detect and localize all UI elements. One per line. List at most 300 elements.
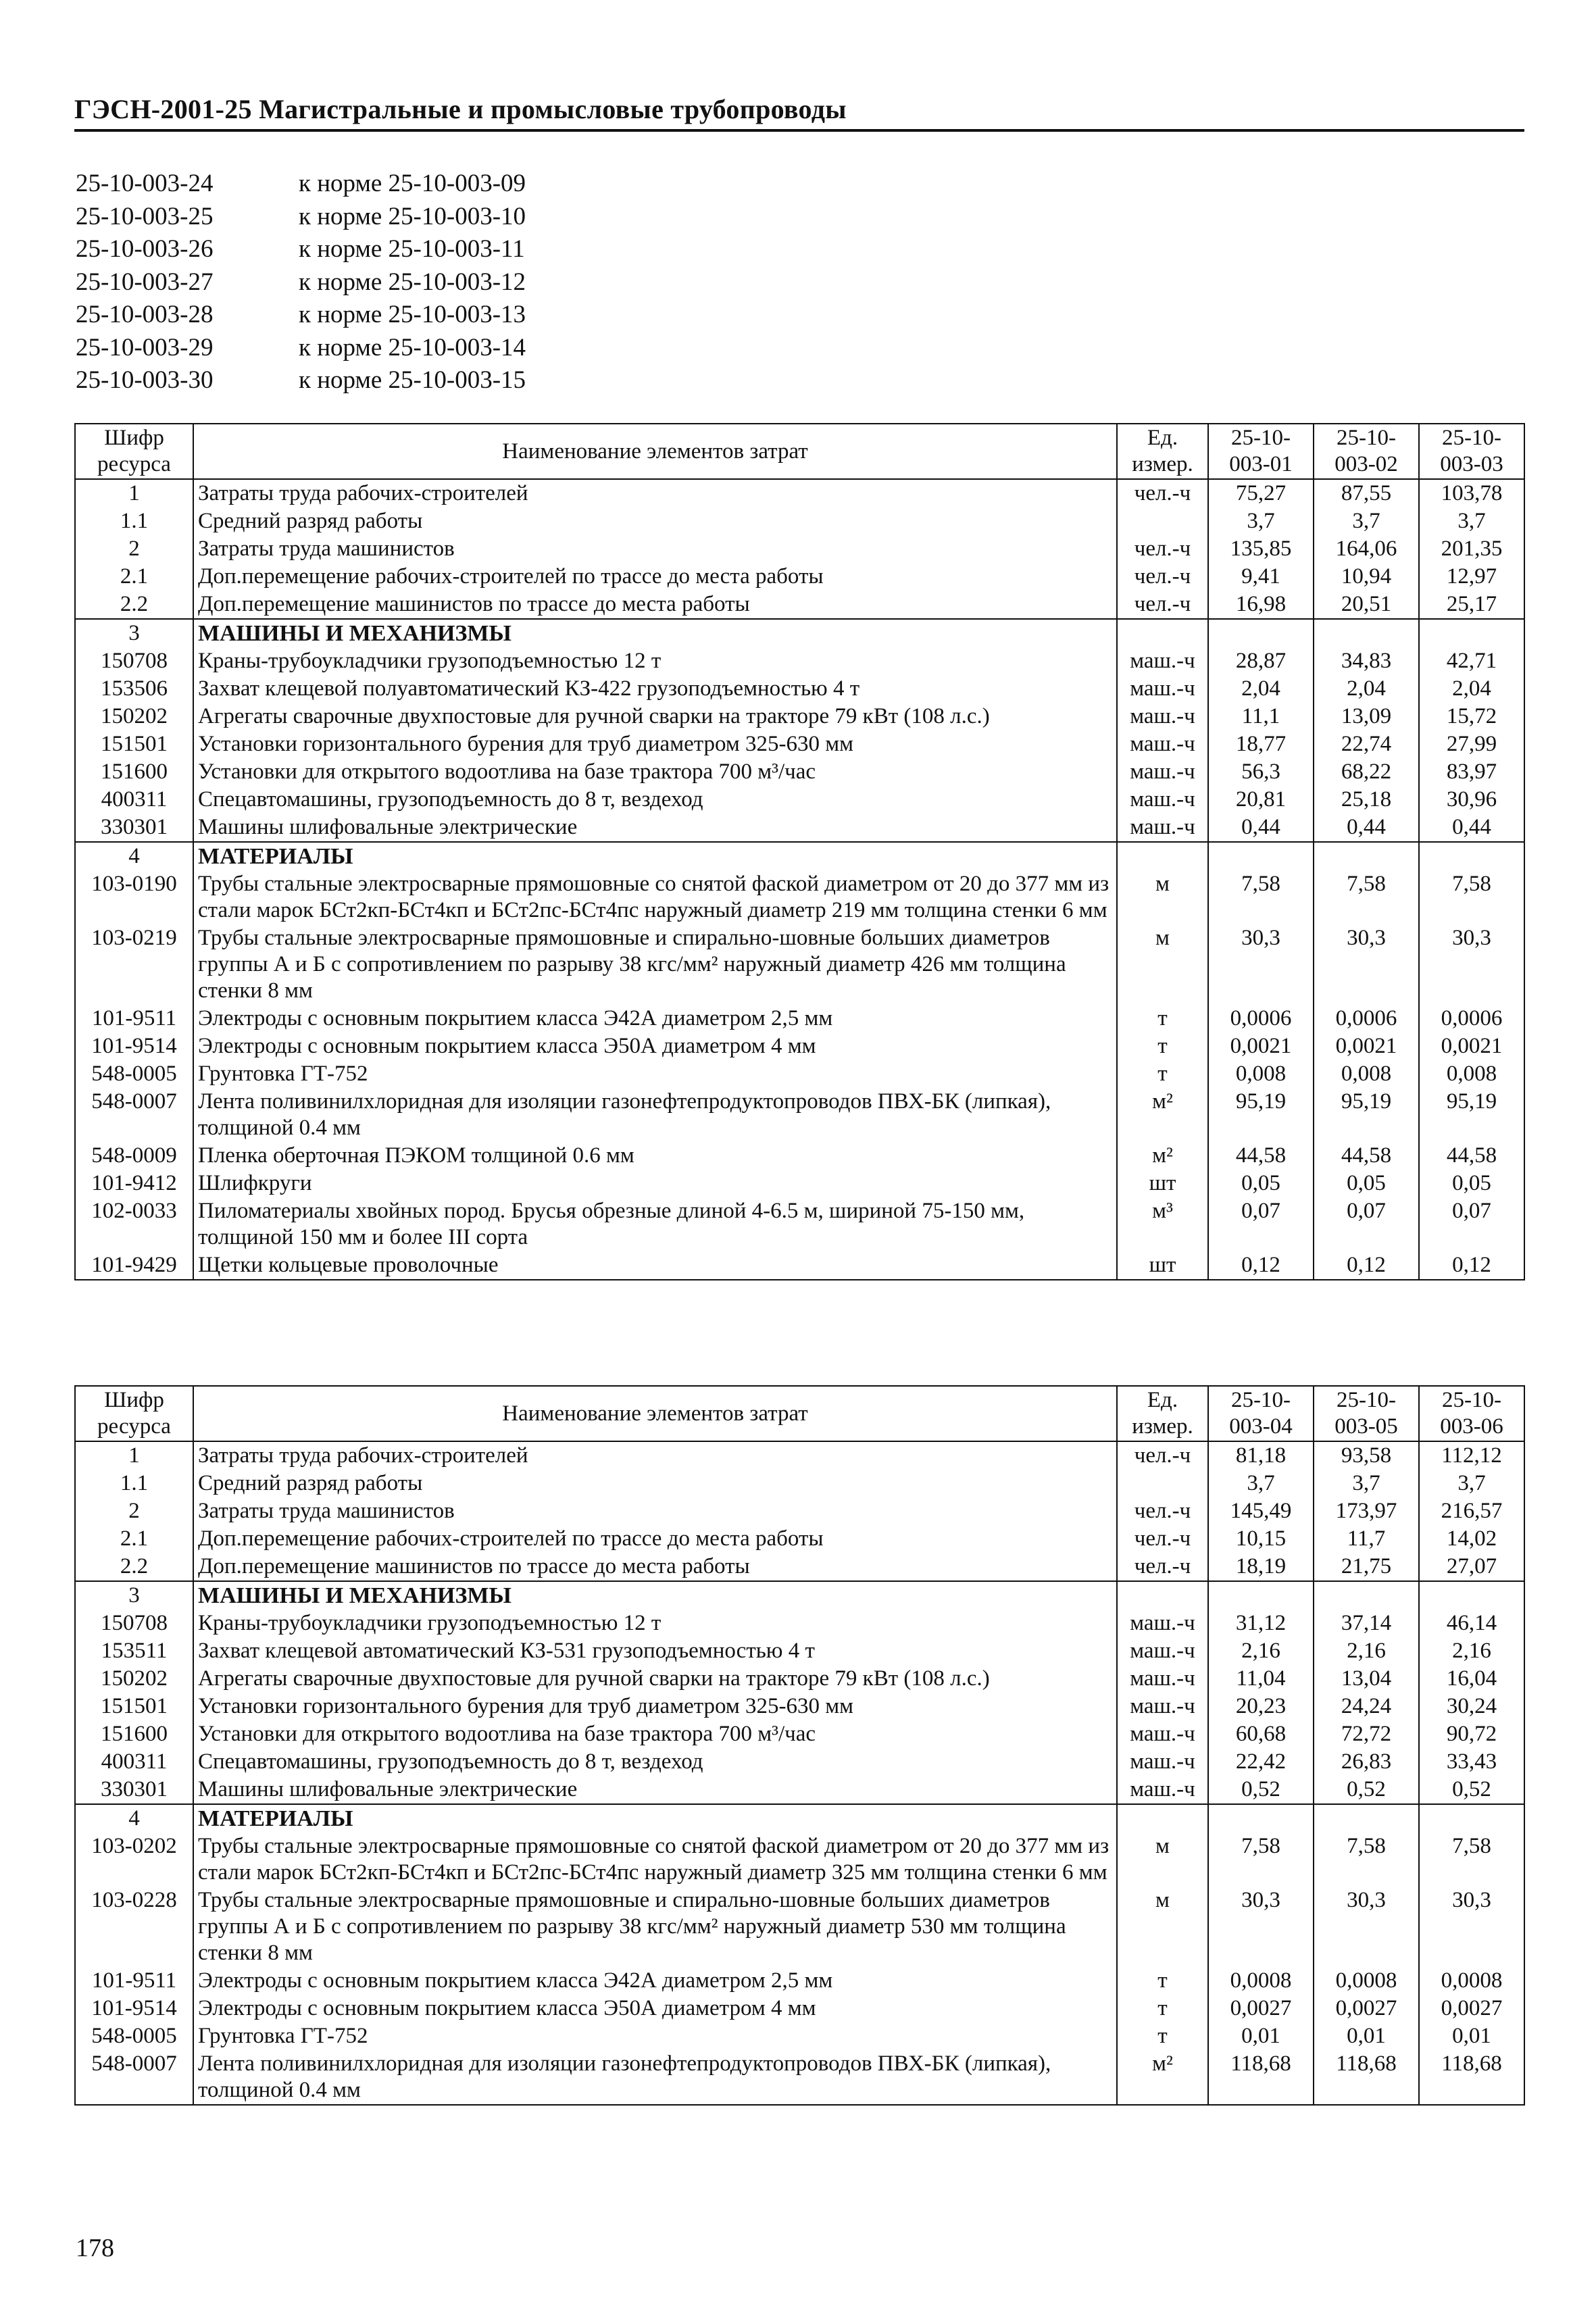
table-row: [75, 1525, 1524, 1553]
norm-value: 0,01: [1419, 2022, 1524, 2050]
resource-code: 153506: [75, 675, 193, 703]
norm-value: 25,18: [1314, 786, 1419, 814]
norm-value: 95,19: [1314, 1088, 1419, 1142]
cost-element-name: Лента поливинилхлоридная для изоляции газонефтепродуктопроводов ПВХ-БК (липкая), толщиной 0.4 мм: [193, 2050, 1117, 2105]
reference-code: 25-10-003-30: [76, 366, 214, 394]
norm-value: 95,19: [1419, 1088, 1524, 1142]
unit-of-measure: маш.-ч: [1117, 647, 1208, 675]
norm-value: 30,3: [1314, 1887, 1419, 1967]
norm-value: 164,06: [1314, 535, 1419, 563]
unit-of-measure: маш.-ч: [1117, 1693, 1208, 1720]
cost-element-name: Краны-трубоукладчики грузоподъемностью 12 т: [193, 647, 1117, 675]
norm-value: 46,14: [1419, 1610, 1524, 1637]
norm-value: 7,58: [1419, 1833, 1524, 1887]
unit-of-measure: маш.-ч: [1117, 1637, 1208, 1665]
norm-value: 0,44: [1208, 814, 1314, 842]
table-row: [75, 591, 1524, 619]
resource-code: 3: [75, 619, 193, 647]
table-header-row: [75, 424, 1524, 479]
cost-element-name: Электроды с основным покрытием класса Э50А диаметром 4 мм: [193, 1995, 1117, 2022]
table-row: [75, 1833, 1524, 1887]
cost-element-name: Установки для открытого водоотлива на базе трактора 700 м³/час: [193, 1720, 1117, 1748]
unit-of-measure: т: [1117, 1060, 1208, 1088]
cost-element-name: Электроды с основным покрытием класса Э50А диаметром 4 мм: [193, 1032, 1117, 1060]
norm-value: 0,0021: [1419, 1032, 1524, 1060]
table-row: [75, 2022, 1524, 2050]
cost-element-name: Трубы стальные электросварные прямошовные со снятой фаской диаметром от 20 до 377 мм из стали марок БСт2кп-БСт4кп и БСт2пс-БСт4пс наружный диаметр 219 мм толщина стенки 6 мм: [193, 870, 1117, 924]
reference-text: к норме 25-10-003-11: [299, 235, 525, 263]
cost-element-name: МАТЕРИАЛЫ: [193, 1804, 1117, 1833]
unit-of-measure: маш.-ч: [1117, 786, 1208, 814]
norm-value: 27,99: [1419, 730, 1524, 758]
page-header: [74, 93, 1524, 132]
table-row: [75, 1553, 1524, 1581]
unit-of-measure: т: [1117, 1005, 1208, 1032]
norm-value: 0,12: [1208, 1251, 1314, 1280]
cost-element-name: Доп.перемещение машинистов по трассе до места работы: [193, 1553, 1117, 1581]
norm-value: 2,04: [1208, 675, 1314, 703]
section-row: [75, 842, 1524, 870]
reference-row: [76, 266, 526, 299]
norm-value: 26,83: [1314, 1748, 1419, 1776]
cost-element-name: Трубы стальные электросварные прямошовные и спирально-шовные больших диаметров группы А и Б с сопротивлением по разрыву 38 кгс/мм² наружный диаметр 426 мм толщина стенки 8 мм: [193, 924, 1117, 1005]
norm-value: 173,97: [1314, 1497, 1419, 1525]
table-row: [75, 1720, 1524, 1748]
table-row: [75, 1637, 1524, 1665]
table-row: [75, 924, 1524, 1005]
unit-of-measure: маш.-ч: [1117, 703, 1208, 730]
section-row: [75, 1581, 1524, 1610]
norm-value: 0,0027: [1314, 1995, 1419, 2022]
norm-value: 13,09: [1314, 703, 1419, 730]
cost-element-name: Пленка оберточная ПЭКОМ толщиной 0.6 мм: [193, 1142, 1117, 1170]
norm-value: 0,07: [1314, 1197, 1419, 1251]
header-col-2: 25-10-003-02: [1314, 424, 1419, 479]
resource-code: 548-0005: [75, 1060, 193, 1088]
cost-element-name: Средний разряд работы: [193, 1470, 1117, 1497]
table-row: [75, 1170, 1524, 1197]
norm-value: 56,3: [1208, 758, 1314, 786]
norm-value: [1419, 1581, 1524, 1610]
cost-element-name: МАШИНЫ И МЕХАНИЗМЫ: [193, 1581, 1117, 1610]
norm-value: 81,18: [1208, 1441, 1314, 1470]
unit-of-measure: т: [1117, 1967, 1208, 1995]
table-row: [75, 870, 1524, 924]
unit-of-measure: маш.-ч: [1117, 675, 1208, 703]
cost-element-name: Грунтовка ГТ-752: [193, 2022, 1117, 2050]
norm-value: [1419, 842, 1524, 870]
norm-value: 44,58: [1314, 1142, 1419, 1170]
norm-value: 0,44: [1314, 814, 1419, 842]
norm-value: 22,42: [1208, 1748, 1314, 1776]
norm-value: 30,3: [1314, 924, 1419, 1005]
norm-value: 3,7: [1208, 1470, 1314, 1497]
table-row: [75, 786, 1524, 814]
norm-value: 135,85: [1208, 535, 1314, 563]
norm-value: 20,81: [1208, 786, 1314, 814]
header-col-1: 25-10-003-01: [1208, 424, 1314, 479]
norm-value: 11,7: [1314, 1525, 1419, 1553]
cost-element-name: Пиломатериалы хвойных пород. Брусья обрезные длиной 4-6.5 м, шириной 75-150 мм, толщиной 150 мм и более III сорта: [193, 1197, 1117, 1251]
reference-row: [76, 168, 526, 201]
norm-value: 31,12: [1208, 1610, 1314, 1637]
norm-value: 12,97: [1419, 563, 1524, 591]
unit-of-measure: [1117, 1804, 1208, 1833]
norm-value: [1419, 619, 1524, 647]
norm-value: 3,7: [1419, 1470, 1524, 1497]
norm-value: 0,44: [1419, 814, 1524, 842]
norm-value: 95,19: [1208, 1088, 1314, 1142]
norm-value: 72,72: [1314, 1720, 1419, 1748]
cost-element-name: Средний разряд работы: [193, 507, 1117, 535]
norm-value: 30,3: [1208, 924, 1314, 1005]
table-row: [75, 563, 1524, 591]
resource-code: 1: [75, 479, 193, 507]
cost-element-name: Агрегаты сварочные двухпостовые для ручной сварки на тракторе 79 кВт (108 л.с.): [193, 703, 1117, 730]
cost-element-name: Доп.перемещение машинистов по трассе до места работы: [193, 591, 1117, 619]
norm-value: 0,008: [1419, 1060, 1524, 1088]
unit-of-measure: [1117, 842, 1208, 870]
norm-value: [1314, 619, 1419, 647]
header-col-1: 25-10-003-04: [1208, 1386, 1314, 1441]
unit-of-measure: маш.-ч: [1117, 1776, 1208, 1804]
cost-element-name: Трубы стальные электросварные прямошовные и спирально-шовные больших диаметров группы А и Б с сопротивлением по разрыву 38 кгс/мм² наружный диаметр 530 мм толщина стенки 8 мм: [193, 1887, 1117, 1967]
unit-of-measure: м: [1117, 924, 1208, 1005]
table-row: [75, 1776, 1524, 1804]
resource-code: 1: [75, 1441, 193, 1470]
table-row: [75, 703, 1524, 730]
resource-code: 3: [75, 1581, 193, 1610]
norm-value: 18,19: [1208, 1553, 1314, 1581]
table-row: [75, 814, 1524, 842]
reference-text: к норме 25-10-003-14: [299, 333, 526, 362]
page-title: ГЭСН-2001-25 Магистральные и промысловые трубопроводы: [74, 94, 847, 124]
unit-of-measure: т: [1117, 1032, 1208, 1060]
norm-value: 0,07: [1419, 1197, 1524, 1251]
norm-value: 103,78: [1419, 479, 1524, 507]
unit-of-measure: маш.-ч: [1117, 758, 1208, 786]
unit-of-measure: маш.-ч: [1117, 1748, 1208, 1776]
cost-element-name: Спецавтомашины, грузоподъемность до 8 т, вездеход: [193, 786, 1117, 814]
table-row: [75, 1470, 1524, 1497]
unit-of-measure: маш.-ч: [1117, 1720, 1208, 1748]
cost-element-name: Затраты труда машинистов: [193, 1497, 1117, 1525]
cost-element-name: Машины шлифовальные электрические: [193, 1776, 1117, 1804]
header-name: Наименование элементов затрат: [193, 424, 1117, 479]
norm-value: [1208, 619, 1314, 647]
norm-value: 2,16: [1419, 1637, 1524, 1665]
unit-of-measure: чел.-ч: [1117, 591, 1208, 619]
norm-value: 0,0027: [1419, 1995, 1524, 2022]
resource-code: 102-0033: [75, 1197, 193, 1251]
header-unit: Ед. измер.: [1117, 1386, 1208, 1441]
reference-row: [76, 332, 526, 365]
table-row: [75, 1197, 1524, 1251]
norm-value: 87,55: [1314, 479, 1419, 507]
resource-code: 151501: [75, 1693, 193, 1720]
norm-value: [1208, 1804, 1314, 1833]
norm-value: 90,72: [1419, 1720, 1524, 1748]
norm-value: 7,58: [1314, 1833, 1419, 1887]
resource-code: 151600: [75, 1720, 193, 1748]
norm-value: 216,57: [1419, 1497, 1524, 1525]
table-row: [75, 1995, 1524, 2022]
reference-text: к норме 25-10-003-12: [299, 268, 526, 296]
table-row: [75, 535, 1524, 563]
cost-element-name: Щетки кольцевые проволочные: [193, 1251, 1117, 1280]
resource-code: 101-9514: [75, 1032, 193, 1060]
norm-value: 83,97: [1419, 758, 1524, 786]
resource-code: 103-0190: [75, 870, 193, 924]
resource-code: 548-0007: [75, 2050, 193, 2105]
table-row: [75, 1967, 1524, 1995]
reference-row: [76, 233, 526, 266]
resource-code: 2.2: [75, 591, 193, 619]
norm-value: 9,41: [1208, 563, 1314, 591]
resource-code: 101-9429: [75, 1251, 193, 1280]
norm-value: 0,0006: [1314, 1005, 1419, 1032]
resource-code: 548-0009: [75, 1142, 193, 1170]
unit-of-measure: т: [1117, 1995, 1208, 2022]
norm-value: 0,0021: [1314, 1032, 1419, 1060]
resource-code: 101-9412: [75, 1170, 193, 1197]
resource-code: 101-9514: [75, 1995, 193, 2022]
resource-code: 2: [75, 1497, 193, 1525]
norm-value: 145,49: [1208, 1497, 1314, 1525]
table-row: [75, 1693, 1524, 1720]
cost-element-name: Грунтовка ГТ-752: [193, 1060, 1117, 1088]
unit-of-measure: м³: [1117, 1197, 1208, 1251]
resource-code: 330301: [75, 814, 193, 842]
norm-value: 13,04: [1314, 1665, 1419, 1693]
resource-code: 150708: [75, 647, 193, 675]
cost-element-name: Захват клещевой автоматический КЗ-531 грузоподъемностью 4 т: [193, 1637, 1117, 1665]
norm-value: 34,83: [1314, 647, 1419, 675]
table-row: [75, 1887, 1524, 1967]
norm-value: 0,008: [1314, 1060, 1419, 1088]
unit-of-measure: м²: [1117, 2050, 1208, 2105]
unit-of-measure: чел.-ч: [1117, 1441, 1208, 1470]
unit-of-measure: маш.-ч: [1117, 1610, 1208, 1637]
reference-code: 25-10-003-28: [76, 301, 214, 328]
norm-value: 75,27: [1208, 479, 1314, 507]
reference-code: 25-10-003-24: [76, 170, 214, 197]
norm-value: 118,68: [1314, 2050, 1419, 2105]
norm-value: 30,96: [1419, 786, 1524, 814]
cost-element-name: Установки горизонтального бурения для труб диаметром 325-630 мм: [193, 730, 1117, 758]
unit-of-measure: м: [1117, 1887, 1208, 1967]
norm-value: 0,0027: [1208, 1995, 1314, 2022]
resource-code: 548-0007: [75, 1088, 193, 1142]
norm-value: 11,1: [1208, 703, 1314, 730]
table-row: [75, 1142, 1524, 1170]
unit-of-measure: чел.-ч: [1117, 563, 1208, 591]
resource-code: 400311: [75, 786, 193, 814]
resource-code: 400311: [75, 1748, 193, 1776]
cost-element-name: Спецавтомашины, грузоподъемность до 8 т, вездеход: [193, 1748, 1117, 1776]
cost-element-name: Затраты труда рабочих-строителей: [193, 1441, 1117, 1470]
norm-value: 3,7: [1314, 507, 1419, 535]
unit-of-measure: [1117, 1581, 1208, 1610]
norm-value: 14,02: [1419, 1525, 1524, 1553]
page-number: 178: [76, 2234, 114, 2262]
table-row: [75, 758, 1524, 786]
header-unit: Ед. измер.: [1117, 424, 1208, 479]
reference-code: 25-10-003-26: [76, 235, 214, 263]
norm-value: [1314, 842, 1419, 870]
resource-code: 150708: [75, 1610, 193, 1637]
norm-value: 3,7: [1419, 507, 1524, 535]
reference-row: [76, 364, 526, 397]
cost-element-name: Затраты труда машинистов: [193, 535, 1117, 563]
norm-value: 0,01: [1314, 2022, 1419, 2050]
unit-of-measure: чел.-ч: [1117, 1553, 1208, 1581]
unit-of-measure: чел.-ч: [1117, 1497, 1208, 1525]
norm-value: 7,58: [1208, 1833, 1314, 1887]
norm-value: 21,75: [1314, 1553, 1419, 1581]
norm-value: 118,68: [1208, 2050, 1314, 2105]
reference-text: к норме 25-10-003-09: [299, 170, 526, 197]
norm-value: 112,12: [1419, 1441, 1524, 1470]
norm-value: 11,04: [1208, 1665, 1314, 1693]
norm-value: 0,0006: [1208, 1005, 1314, 1032]
norm-value: 0,12: [1419, 1251, 1524, 1280]
norm-value: 33,43: [1419, 1748, 1524, 1776]
reference-row: [76, 201, 526, 234]
cost-element-name: Машины шлифовальные электрические: [193, 814, 1117, 842]
cost-element-name: Трубы стальные электросварные прямошовные со снятой фаской диаметром от 20 до 377 мм из стали марок БСт2кп-БСт4кп и БСт2пс-БСт4пс наружный диаметр 325 мм толщина стенки 6 мм: [193, 1833, 1117, 1887]
unit-of-measure: чел.-ч: [1117, 479, 1208, 507]
cost-element-name: Установки для открытого водоотлива на базе трактора 700 м³/час: [193, 758, 1117, 786]
cost-element-name: Электроды с основным покрытием класса Э42А диаметром 2,5 мм: [193, 1967, 1117, 1995]
norm-value: 0,01: [1208, 2022, 1314, 2050]
norm-value: 7,58: [1208, 870, 1314, 924]
resource-code: 103-0219: [75, 924, 193, 1005]
unit-of-measure: [1117, 1470, 1208, 1497]
table-row: [75, 2050, 1524, 2105]
norm-value: 0,52: [1419, 1776, 1524, 1804]
reference-text: к норме 25-10-003-13: [299, 301, 526, 328]
header-code: Шифр ресурса: [75, 1386, 193, 1441]
norm-value: 10,94: [1314, 563, 1419, 591]
cost-element-name: МАШИНЫ И МЕХАНИЗМЫ: [193, 619, 1117, 647]
norm-value: 44,58: [1208, 1142, 1314, 1170]
section-row: [75, 1804, 1524, 1833]
norm-value: 2,16: [1314, 1637, 1419, 1665]
cost-element-name: Доп.перемещение рабочих-строителей по трассе до места работы: [193, 563, 1117, 591]
table-row: [75, 647, 1524, 675]
cost-element-name: Лента поливинилхлоридная для изоляции газонефтепродуктопроводов ПВХ-БК (липкая), толщиной 0.4 мм: [193, 1088, 1117, 1142]
cost-element-name: МАТЕРИАЛЫ: [193, 842, 1117, 870]
unit-of-measure: шт: [1117, 1170, 1208, 1197]
resource-code: 2.2: [75, 1553, 193, 1581]
norm-value: 10,15: [1208, 1525, 1314, 1553]
norm-value: 0,05: [1419, 1170, 1524, 1197]
resource-code: 2.1: [75, 1525, 193, 1553]
norm-value: 42,71: [1419, 647, 1524, 675]
resource-code: 101-9511: [75, 1005, 193, 1032]
table-header-row: [75, 1386, 1524, 1441]
table-row: [75, 479, 1524, 507]
cost-element-name: Агрегаты сварочные двухпостовые для ручной сварки на тракторе 79 кВт (108 л.с.): [193, 1665, 1117, 1693]
resource-code: 150202: [75, 703, 193, 730]
resource-code: 330301: [75, 1776, 193, 1804]
resource-code: 151501: [75, 730, 193, 758]
norm-value: 3,7: [1314, 1470, 1419, 1497]
table-row: [75, 1005, 1524, 1032]
resource-code: 2.1: [75, 563, 193, 591]
norm-value: 16,98: [1208, 591, 1314, 619]
table-row: [75, 1665, 1524, 1693]
resource-code: 103-0228: [75, 1887, 193, 1967]
reference-code: 25-10-003-25: [76, 202, 214, 230]
unit-of-measure: маш.-ч: [1117, 814, 1208, 842]
resource-code: 4: [75, 842, 193, 870]
norm-value: 93,58: [1314, 1441, 1419, 1470]
norm-value: 0,52: [1314, 1776, 1419, 1804]
norm-value: 60,68: [1208, 1720, 1314, 1748]
norm-value: [1314, 1804, 1419, 1833]
resource-code: 101-9511: [75, 1967, 193, 1995]
norm-value: 30,3: [1208, 1887, 1314, 1967]
norm-value: 16,04: [1419, 1665, 1524, 1693]
table-row: [75, 730, 1524, 758]
unit-of-measure: [1117, 619, 1208, 647]
norm-value: 44,58: [1419, 1142, 1524, 1170]
norm-table-1: [74, 423, 1525, 1280]
resource-code: 151600: [75, 758, 193, 786]
unit-of-measure: чел.-ч: [1117, 1525, 1208, 1553]
table-row: [75, 1441, 1524, 1470]
resource-code: 150202: [75, 1665, 193, 1693]
cost-element-name: Установки горизонтального бурения для труб диаметром 325-630 мм: [193, 1693, 1117, 1720]
norm-value: 0,05: [1314, 1170, 1419, 1197]
norm-value: 7,58: [1419, 870, 1524, 924]
unit-of-measure: чел.-ч: [1117, 535, 1208, 563]
reference-text: к норме 25-10-003-15: [299, 366, 526, 394]
norm-value: 0,07: [1208, 1197, 1314, 1251]
norm-value: 7,58: [1314, 870, 1419, 924]
resource-code: 153511: [75, 1637, 193, 1665]
table-row: [75, 1032, 1524, 1060]
norm-value: 0,0008: [1208, 1967, 1314, 1995]
cost-element-name: Электроды с основным покрытием класса Э42А диаметром 2,5 мм: [193, 1005, 1117, 1032]
norm-value: 30,3: [1419, 1887, 1524, 1967]
norm-references: [76, 168, 526, 397]
norm-value: [1208, 842, 1314, 870]
norm-value: 20,23: [1208, 1693, 1314, 1720]
norm-value: 0,52: [1208, 1776, 1314, 1804]
norm-table-2: [74, 1385, 1525, 2106]
norm-value: 0,05: [1208, 1170, 1314, 1197]
norm-value: 22,74: [1314, 730, 1419, 758]
resource-code: 4: [75, 1804, 193, 1833]
norm-value: 20,51: [1314, 591, 1419, 619]
norm-value: 201,35: [1419, 535, 1524, 563]
table-row: [75, 675, 1524, 703]
norm-value: 3,7: [1208, 507, 1314, 535]
norm-value: 30,24: [1419, 1693, 1524, 1720]
cost-element-name: Затраты труда рабочих-строителей: [193, 479, 1117, 507]
resource-code: 548-0005: [75, 2022, 193, 2050]
norm-value: 2,16: [1208, 1637, 1314, 1665]
norm-value: 2,04: [1314, 675, 1419, 703]
norm-value: 30,3: [1419, 924, 1524, 1005]
table-row: [75, 507, 1524, 535]
header-code: Шифр ресурса: [75, 424, 193, 479]
norm-value: [1419, 1804, 1524, 1833]
resource-code: 1.1: [75, 507, 193, 535]
